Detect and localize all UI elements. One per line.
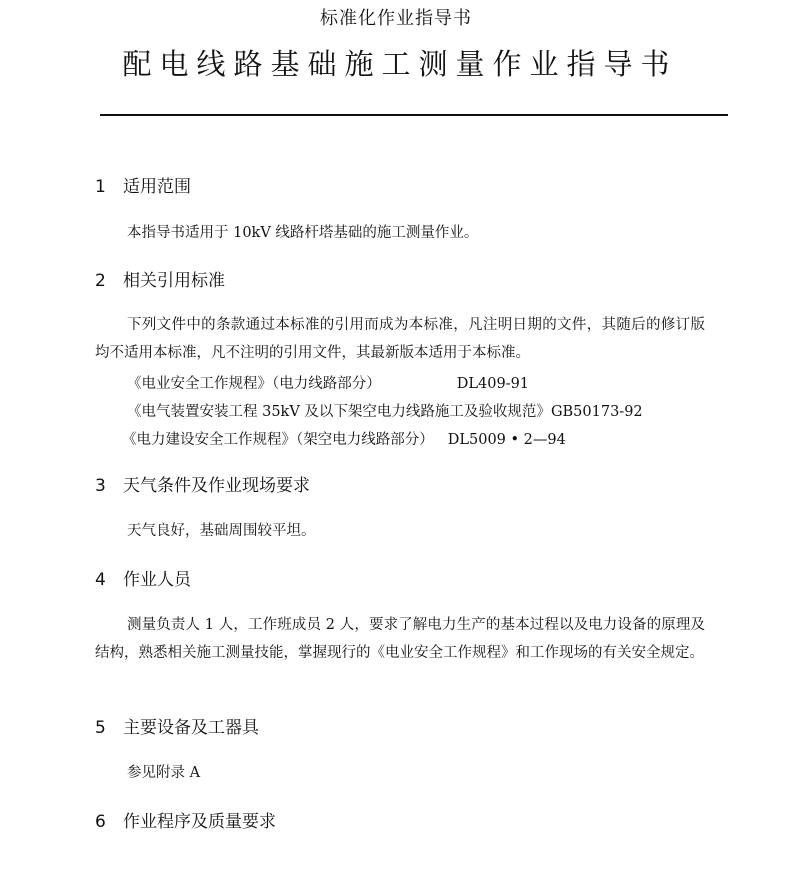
section-2-heading xyxy=(95,266,225,291)
reference-item xyxy=(127,372,529,393)
document-type-header: 标准化作业指导书 xyxy=(320,8,472,29)
section-number: 6 xyxy=(95,812,106,832)
reference-code: DL5009 • 2—94 xyxy=(447,432,566,448)
page-title: 配电线路基础施工测量作业指导书 xyxy=(122,47,678,81)
reference-title: 《电气装置安装工程 35kV 及以下架空电力线路施工及验收规范》 xyxy=(127,404,551,420)
section-title: 相关引用标准 xyxy=(123,271,225,291)
section-5-paragraph: 参见附录 A xyxy=(127,765,201,781)
section-number: 4 xyxy=(95,570,106,590)
reference-item xyxy=(122,428,566,449)
section-number: 1 xyxy=(95,177,106,197)
reference-title: 《电业安全工作规程》（电力线路部分） xyxy=(127,376,381,392)
section-title: 作业人员 xyxy=(123,570,191,590)
section-title: 作业程序及质量要求 xyxy=(123,812,276,832)
section-number: 2 xyxy=(95,271,106,291)
title-divider xyxy=(100,114,728,116)
section-number: 3 xyxy=(95,476,106,496)
section-1-paragraph: 本指导书适用于 10kV 线路杆塔基础的施工测量作业。 xyxy=(127,225,479,241)
section-5-heading xyxy=(95,713,259,738)
section-4-paragraph: 测量负责人 1 人，工作班成员 2 人，要求了解电力生产的基本过程以及电力设备的原理及结构，熟悉相关施工测量技能，掌握现行的《电业安全工作规程》和工作现场的有关安全规定。 xyxy=(95,617,705,661)
reference-title: 《电力建设安全工作规程》（架空电力线路部分） xyxy=(122,432,434,448)
section-title: 适用范围 xyxy=(123,177,191,197)
reference-item xyxy=(127,400,643,421)
section-number: 5 xyxy=(95,718,106,738)
section-6-heading xyxy=(95,807,276,832)
section-4-heading xyxy=(95,565,191,590)
section-title: 主要设备及工器具 xyxy=(123,718,259,738)
reference-code: DL409-91 xyxy=(456,376,530,392)
section-3-heading xyxy=(95,471,310,496)
reference-code: GB50173-92 xyxy=(550,404,643,420)
section-3-paragraph: 天气良好，基础周围较平坦。 xyxy=(127,523,316,539)
section-2-paragraph: 下列文件中的条款通过本标准的引用而成为本标准，凡注明日期的文件，其随后的修订版均不适用本标准，凡不注明的引用文件，其最新版本适用于本标准。 xyxy=(95,317,705,361)
section-1-heading xyxy=(95,172,191,197)
section-title: 天气条件及作业现场要求 xyxy=(123,476,310,496)
